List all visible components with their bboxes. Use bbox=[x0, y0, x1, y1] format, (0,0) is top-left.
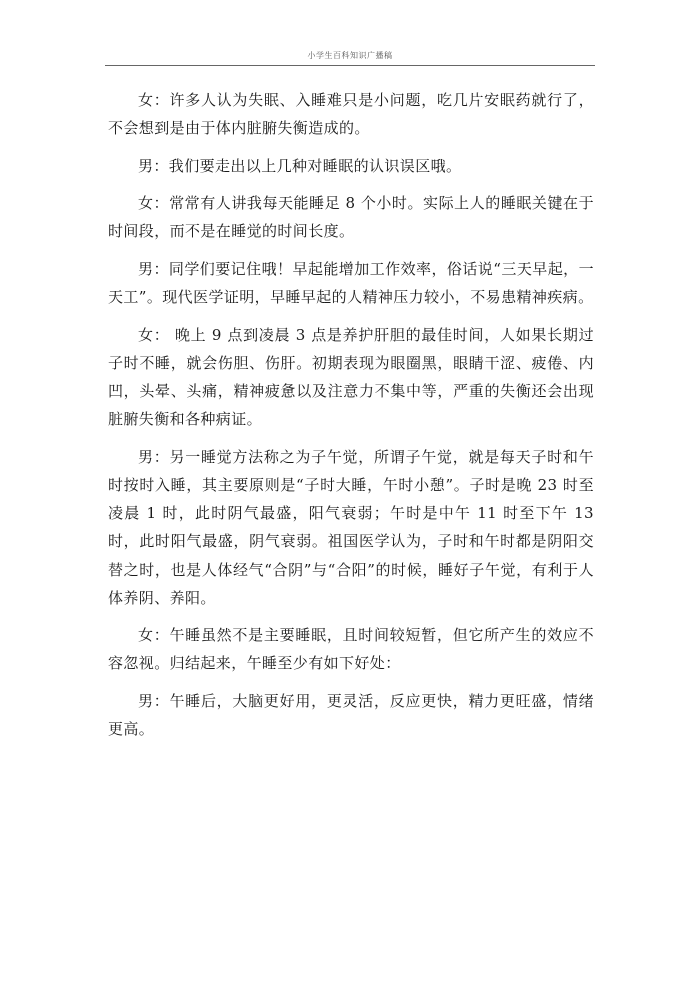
paragraph: 女： 晚上 9 点到凌晨 3 点是养护肝胆的最佳时间，人如果长期过子时不睡，就会伤胆、伤肝。初期表现为眼圈黑，眼睛干涩、疲倦、内凹，头晕、头痛，精神疲惫以及注意力不集中等，严重的失衡还会出现脏腑失衡和各种病证。 bbox=[108, 325, 594, 429]
paragraph: 男：我们要走出以上几种对睡眠的认识误区哦。 bbox=[138, 156, 462, 175]
paragraph: 女：常常有人讲我每天能睡足 8 个小时。实际上人的睡眠关键在于时间段，而不是在睡觉的时间长度。 bbox=[108, 194, 594, 241]
paragraph: 男：另一睡觉方法称之为子午觉，所谓子午觉，就是每天子时和午时按时入睡，其主要原则是“子时大睡，午时小憩”。子时是晚 23 时至凌晨 1 时，此时阴气最盛，阳气衰弱；午时是中午 11 时至下午 13 时，此时阳气最盛，阴气衰弱。祖国医学认为，子时和午时都是阴阳交替之时，也是人体经气“合阴”与“合阳”的时候，睡好子午觉，有利于人体养阴、养阳。 bbox=[108, 447, 594, 607]
paragraph: 男：午睡后，大脑更好用，更灵活，反应更快，精力更旺盛，情绪更高。 bbox=[108, 691, 594, 739]
page-header: 小学生百科知识广播稿 bbox=[307, 51, 393, 60]
document-body bbox=[108, 86, 594, 753]
paragraph: 女：许多人认为失眠、入睡难只是小问题，吃几片安眠药就行了，不会想到是由于体内脏腑失衡造成的。 bbox=[108, 91, 594, 138]
paragraph: 女：午睡虽然不是主要睡眠，且时间较短暂，但它所产生的效应不容忽视。归结起来，午睡至少有如下好处： bbox=[108, 626, 594, 673]
paragraph: 男：同学们要记住哦！早起能增加工作效率，俗话说“三天早起，一天工”。现代医学证明，早睡早起的人精神压力较小，不易患精神疾病。 bbox=[108, 259, 594, 307]
header-divider bbox=[105, 65, 595, 66]
